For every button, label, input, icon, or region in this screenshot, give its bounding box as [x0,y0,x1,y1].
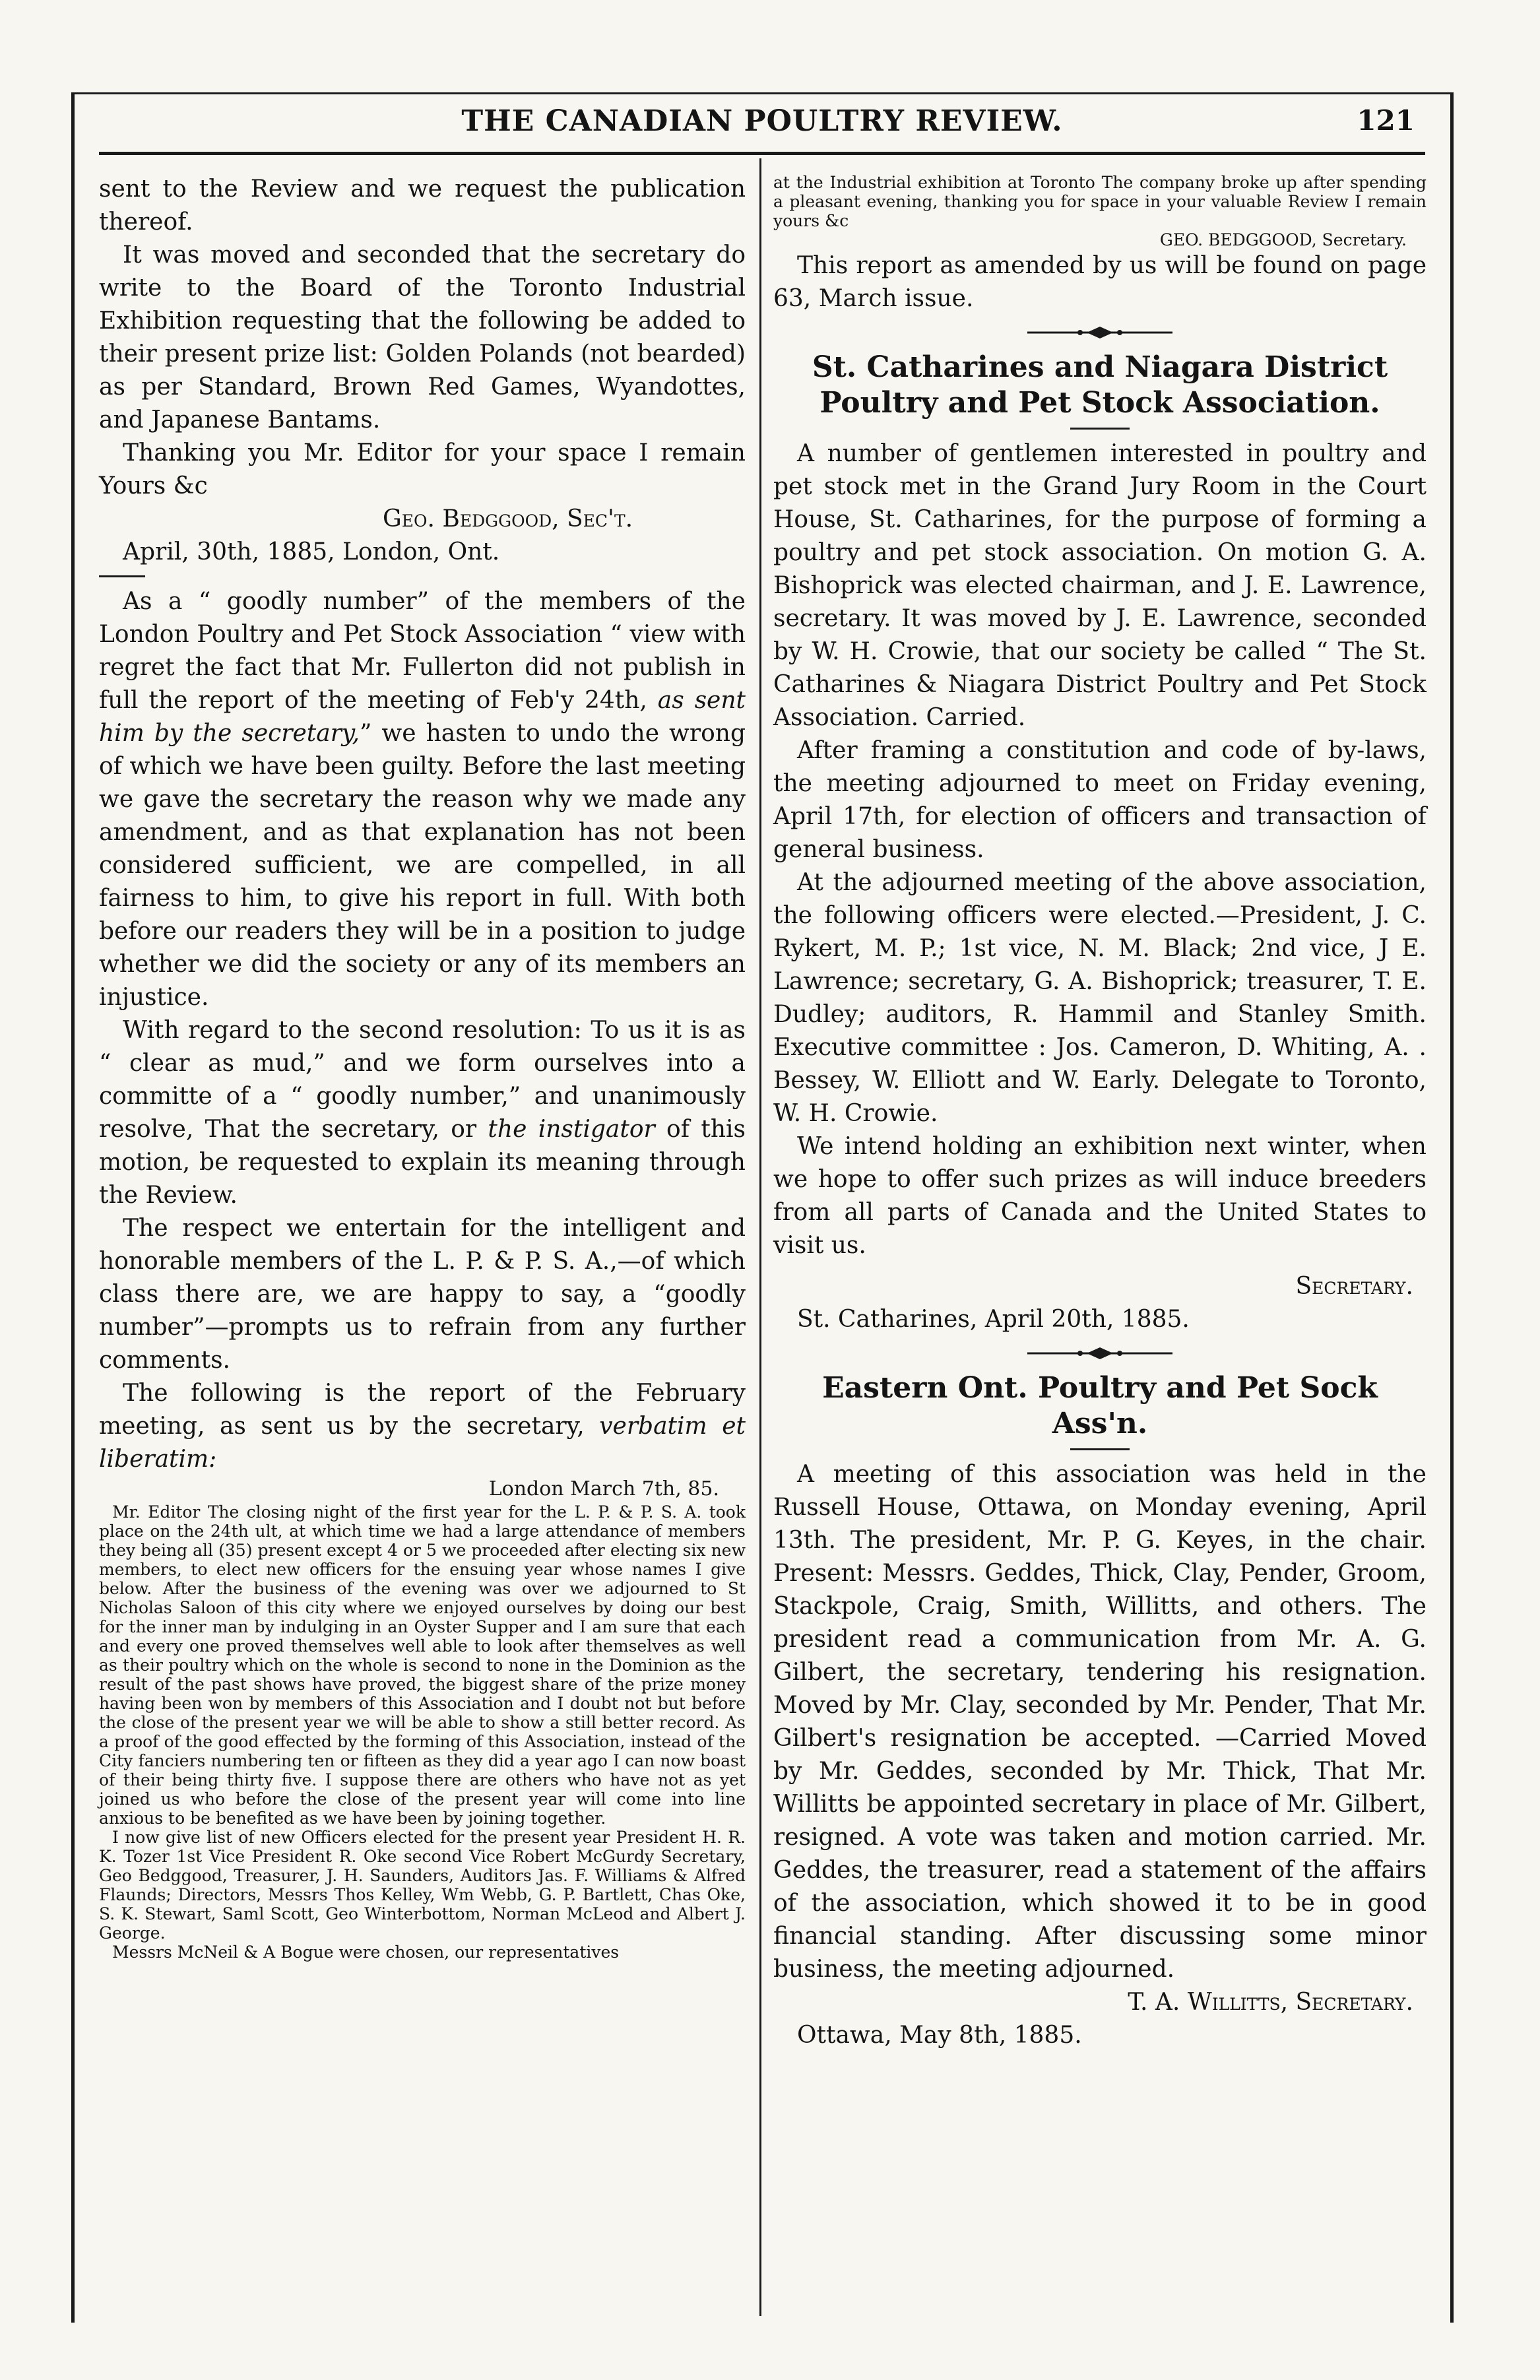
right-column [773,173,1427,2052]
letter-paragraph: at the Industrial exhibition at Toronto The company broke up after spending a pleasant evening, thanking you for space in your valuable Review I remain yours &c [773,173,1427,230]
paragraph: sent to the Review and we request the publication thereof. [99,176,746,236]
paragraph: We intend holding an exhibition next winter, when we hope to offer such prizes as will induce breeders from all parts of Canada and the United States to visit us. [773,1133,1427,1259]
paragraph: As a “ goodly number” of the members of the London Poultry and Pet Stock Association “ view with regret the fact that Mr. Fullerton did not publish in full the report of the meeting of Feb'y 24th, as sent him by the secretary,” we hasten to undo the wrong of which we have been guilty. Before the last meeting we gave the secretary the reason why we made any amendment, and as that explanation has not been considered sufficient, we are compelled, in all fairness to him, to give his report in full. With both before our readers they will be in a position to judge whether we did the society or any of its members an injustice. [99,588,746,1011]
letter-paragraph: I now give list of new Officers elected for the present year President H. R. K. Tozer 1st Vice President R. Oke second Vice Robert McGurdy Secretary, Geo Bedggood, Treasurer, J. H. Saunders, Auditors Jas. F. Williams & Alfred Flaunds; Directors, Messrs Thos Kelley, Wm Webb, G. P. Bartlett, Chas Oke, S. K. Stewart, Saml Scott, Geo Winterbottom, Norman McLeod and Albert J. George. [99,1828,746,1943]
paragraph: At the adjourned meeting of the above association, the following officers were elected.—President, J. C. Rykert, M. P.; 1st vice, N. M. Black; 2nd vice, J E. Lawrence; secretary, G. A. Bishoprick; treasurer, T. E. Dudley; auditors, R. Hammil and Stanley Smith. Executive committee : Jos. Cameron, D. Whiting, A. . Bessey, W. Elliott and W. Early. Delegate to Toronto, W. H. Crowie. [773,869,1427,1127]
letter-dateline: London March 7th, 85. [488,1477,719,1500]
dateline: Ottawa, May 8th, 1885. [797,2022,1082,2049]
signature: Secretary. [1295,1273,1413,1300]
paragraph: With regard to the second resolution: To us it is as “ clear as mud,” and we form ourselves into a committe of a “ goodly number,” and unanimously resolve, That the secretary, or the instigator of this motion, be requested to explain its meaning through the Review. [99,1017,746,1209]
letter-paragraph: Messrs McNeil & A Bogue were chosen, our representatives [112,1943,620,1962]
page-number: 121 [1357,104,1415,137]
section-title: St. Catharines and Niagara District Poultry and Pet Stock Association. [812,350,1388,420]
paragraph: This report as amended by us will be found on page 63, March issue. [773,252,1427,312]
dateline: April, 30th, 1885, London, Ont. [123,538,500,565]
separator-rule [1070,428,1130,430]
header-rule [99,152,1425,155]
signature: Geo. Bedggood, Sec't. [383,505,633,532]
separator-rule [99,575,145,577]
paragraph: The following is the report of the February meeting, as sent us by the secretary, verbatim et liberatim: [99,1380,746,1473]
letter-paragraph: Mr. Editor The closing night of the first year for the L. P. & P. S. A. took place on the 24th ult, at which time we had a large attendance of members they being all (35) present except 4 or 5 we proceeded after electing six new members, to elect new officers for the ensuing year whose names I give below. After the business of the evening was over we adjourned to St Nicholas Saloon of this city where we enjoyed ourselves by doing our best for the inner man by indulging in an Oyster Supper and I am sure that each and every one proved themselves well able to look after themselves as well as their poultry which on the whole is second to none in the Dominion as the result of the past shows have proved, the biggest share of the prize money having been won by members of this Association and I doubt not but before the close of the present year we will be able to show a still better record. As a proof of the good effected by the forming of this Association, instead of the City fanciers numbering ten or fifteen as they did a year ago I can now boast of their being thirty five. I suppose there are others who have not as yet joined us who before the close of the present year will come into line anxious to be benefited as we have been by joining together. [99,1502,746,1828]
section-title: Eastern Ont. Poultry and Pet Sock Ass'n. [822,1371,1378,1440]
paragraph: Thanking you Mr. Editor for your space I remain Yours &c [99,439,746,499]
letter-signature: GEO. BEDGGOOD, Secretary. [1159,230,1407,249]
signature: T. A. Willitts, Secretary. [1128,1989,1413,2016]
page-header [99,104,1425,146]
column-divider [759,158,761,2316]
letter-block [99,1476,746,1962]
left-column [99,173,746,1962]
separator-rule [1070,1448,1130,1450]
paragraph: A number of gentlemen interested in poultry and pet stock met in the Grand Jury Room in the Court House, St. Catharines, for the purpose of forming a poultry and pet stock association. On motion G. A. Bishoprick was elected chairman, and J. E. Lawrence, secretary. It was moved by J. E. Lawrence, seconded by W. H. Crowie, that our society be called “ The St. Catharines & Niagara District Poultry and Pet Stock Association. Carried. [773,440,1427,731]
paragraph: A meeting of this association was held in the Russell House, Ottawa, on Monday evening, April 13th. The president, Mr. P. G. Keyes, in the chair. Present: Messrs. Geddes, Thick, Clay, Pender, Groom, Stackpole, Craig, Smith, Willitts, and others. The president read a communication from Mr. A. G. Gilbert, the secretary, tendering his resignation. Moved by Mr. Clay, seconded by Mr. Pender, That Mr. Gilbert's resignation be accepted. —Carried Moved by Mr. Geddes, seconded by Mr. Thick, That Mr. Willitts be appointed secretary in place of Mr. Gilbert, resigned. A vote was taken and motion carried. Mr. Geddes, the treasurer, read a statement of the affairs of the association, which showed it to be in good financial standing. After discussing some minor business, the meeting adjourned. [773,1461,1427,1983]
paragraph: After framing a constitution and code of by-laws, the meeting adjourned to meet on Friday evening, April 17th, for election of officers and transaction of general business. [773,737,1427,863]
dateline: St. Catharines, April 20th, 1885. [797,1306,1190,1333]
ornament-divider-icon [1027,325,1172,340]
paragraph: It was moved and seconded that the secretary do write to the Board of the Toronto Industrial Exhibition requesting that the following be added to their present prize list: Golden Polands (not bearded) as per Standard, Brown Red Games, Wyandottes, and Japanese Bantams. [99,241,746,434]
letter-continuation [773,173,1427,249]
journal-title: THE CANADIAN POULTRY REVIEW. [461,104,1063,138]
paragraph: The respect we entertain for the intelligent and honorable members of the L. P. & P. S. A.,—of which class there are, we are happy to say, a “goodly number”—prompts us to refrain from any further comments. [99,1215,746,1374]
ornament-divider-icon [1027,1345,1172,1361]
